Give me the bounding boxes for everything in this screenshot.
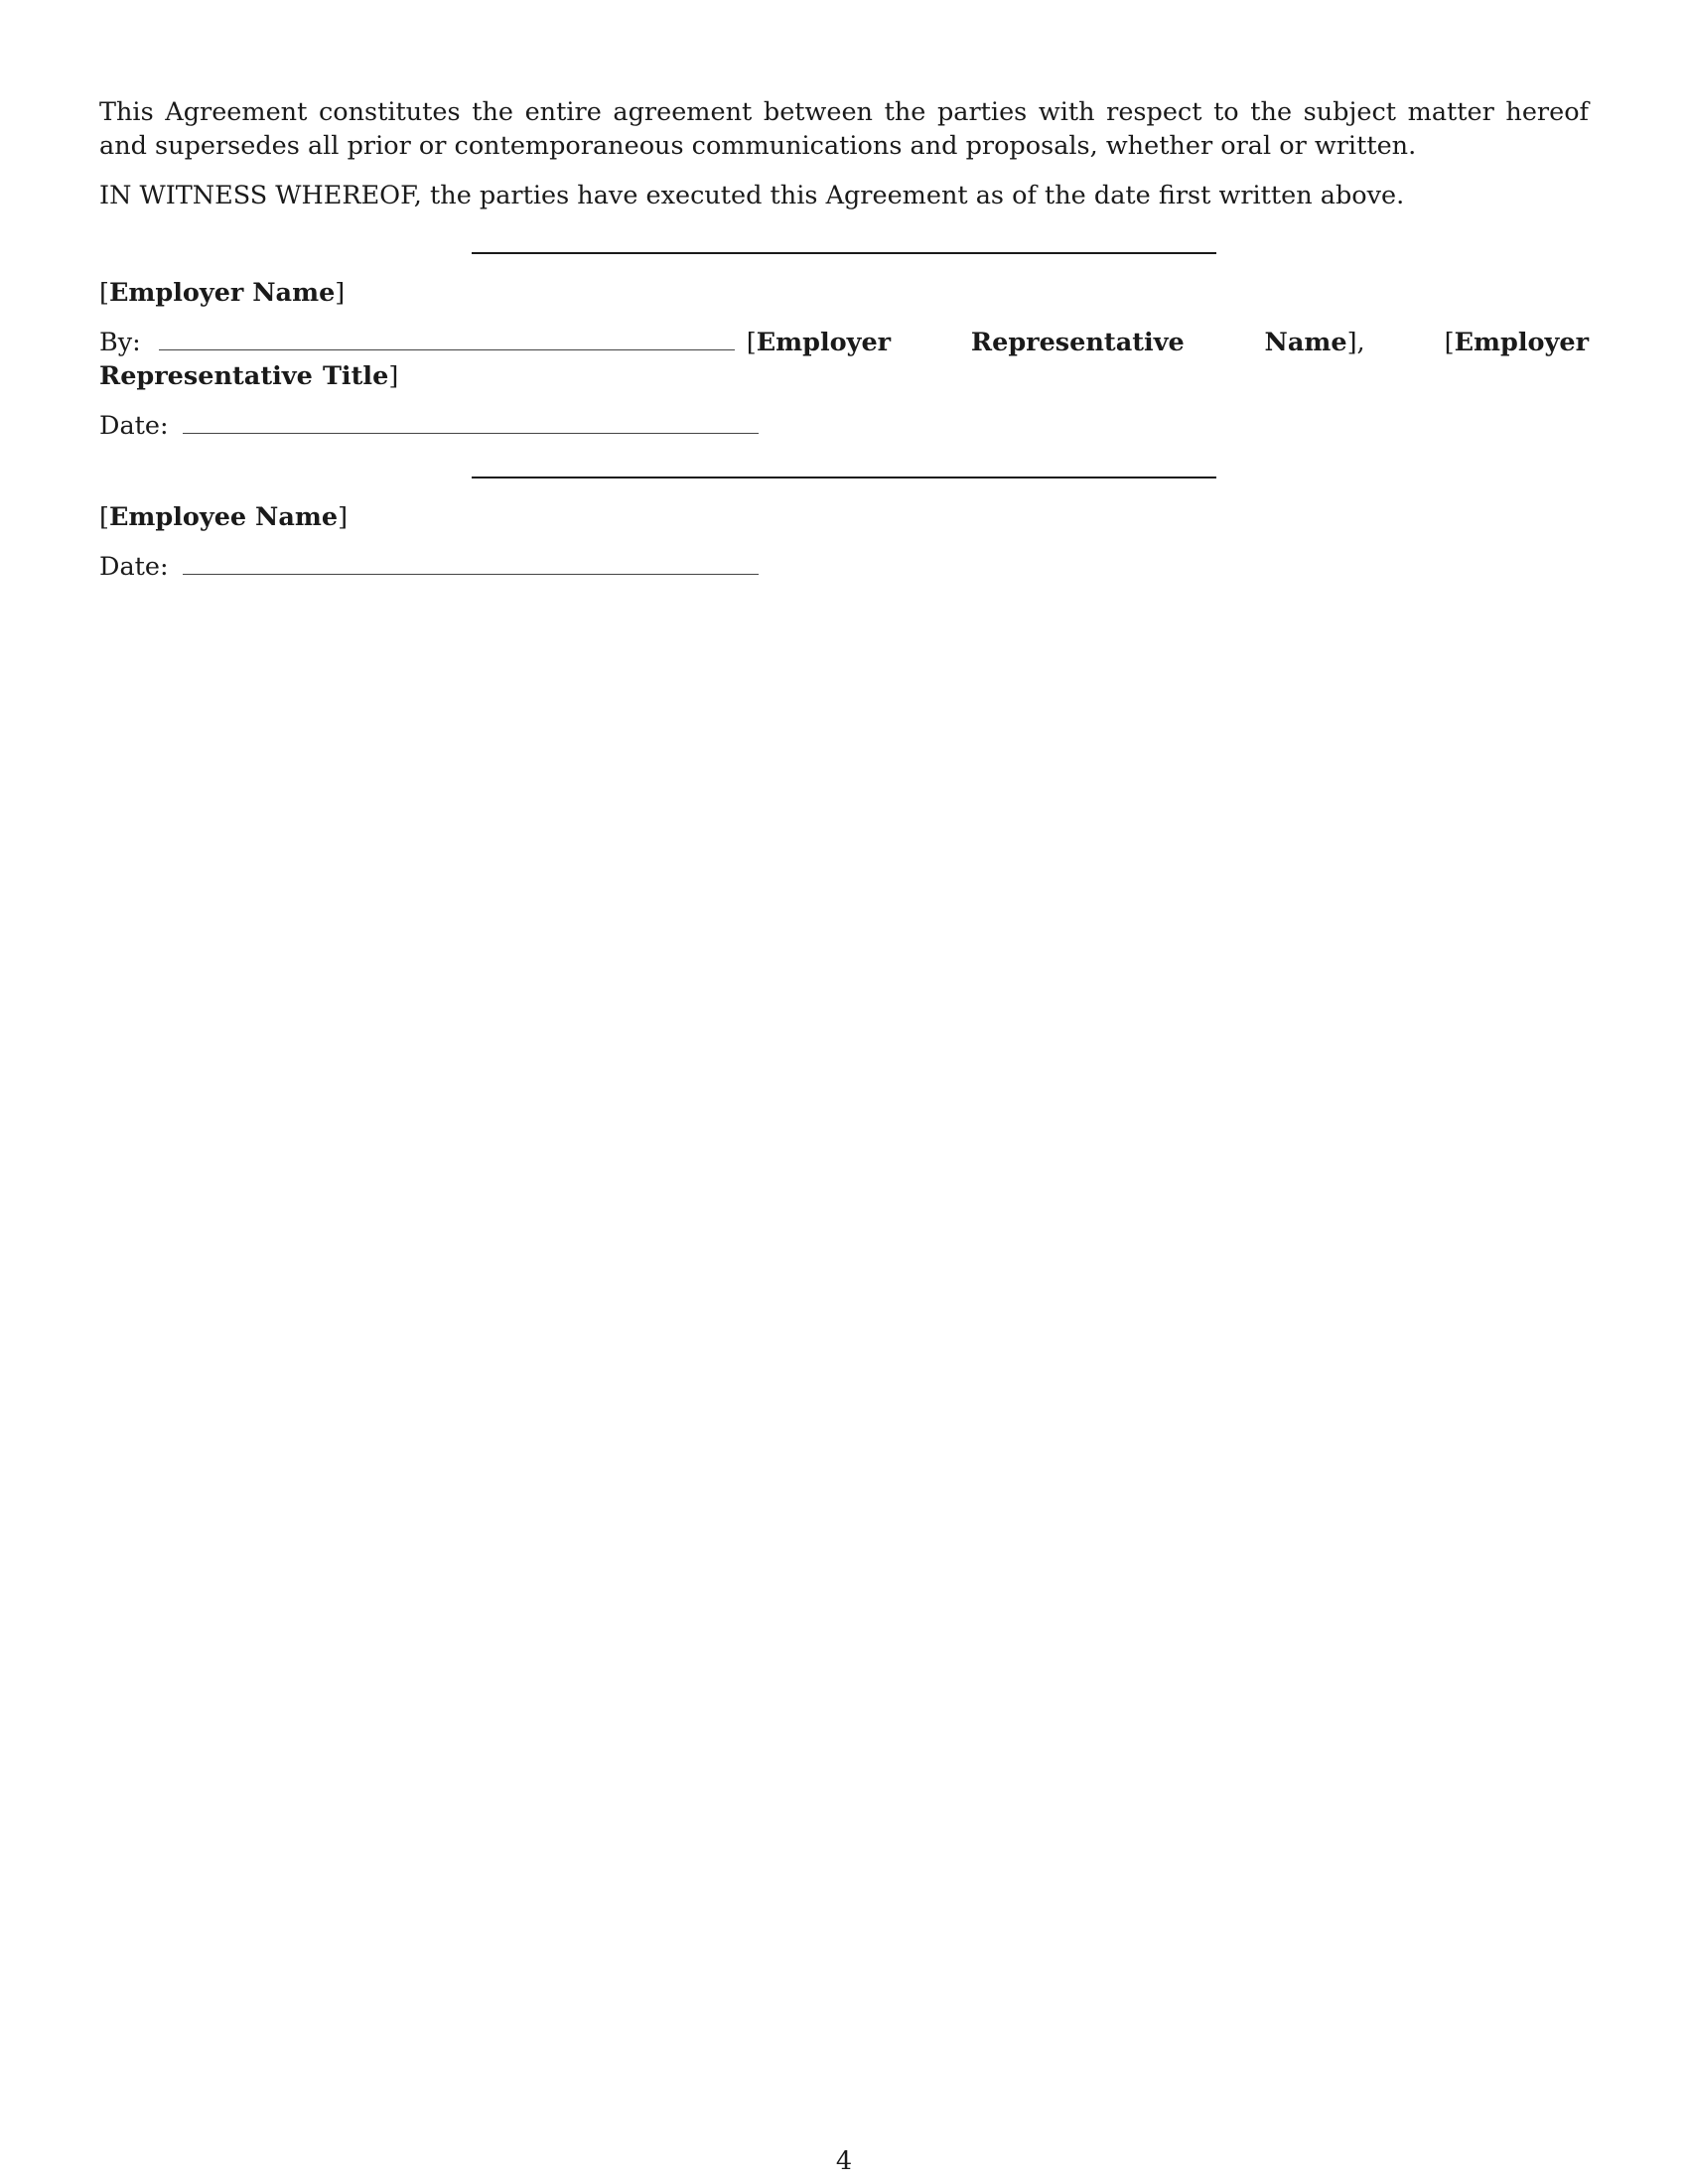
by-line: By: [Employer Representative Name], [Employer Representative Title] xyxy=(99,324,1589,393)
employer-date-blank[interactable] xyxy=(183,407,759,434)
employer-signature-line[interactable] xyxy=(472,252,1216,254)
employee-name-text: Employee Name xyxy=(108,502,339,532)
employer-name-text: Employer Name xyxy=(108,278,336,308)
witness-paragraph: IN WITNESS WHEREOF, the parties have executed this Agreement as of the date first written above. xyxy=(99,181,1405,210)
employer-date-label: Date: xyxy=(99,411,169,441)
employee-date-label: Date: xyxy=(99,552,169,582)
employer-date-line xyxy=(99,407,1589,443)
by-label: By: xyxy=(99,328,141,357)
employer-rep-name: Employer Representative Name xyxy=(756,328,1347,357)
page-number: 4 xyxy=(835,2146,853,2176)
employee-name: [Employee Name] xyxy=(99,502,349,532)
by-signature-blank[interactable] xyxy=(159,324,735,350)
entire-agreement-paragraph: This Agreement constitutes the entire agreement between the parties with respect to the subject matter hereof and supersedes all prior or contemporaneous communications and proposals, whether oral or written. xyxy=(99,97,1589,161)
employer-name: [Employer Name] xyxy=(99,278,346,308)
employee-date-line xyxy=(99,548,1589,584)
employee-date-blank[interactable] xyxy=(183,548,759,575)
employer-rep-title-part1: Employer Representative xyxy=(99,328,1590,391)
employee-signature-line[interactable] xyxy=(472,477,1216,478)
document-body xyxy=(99,95,1589,584)
employer-rep-title-part2: Title xyxy=(322,361,389,391)
